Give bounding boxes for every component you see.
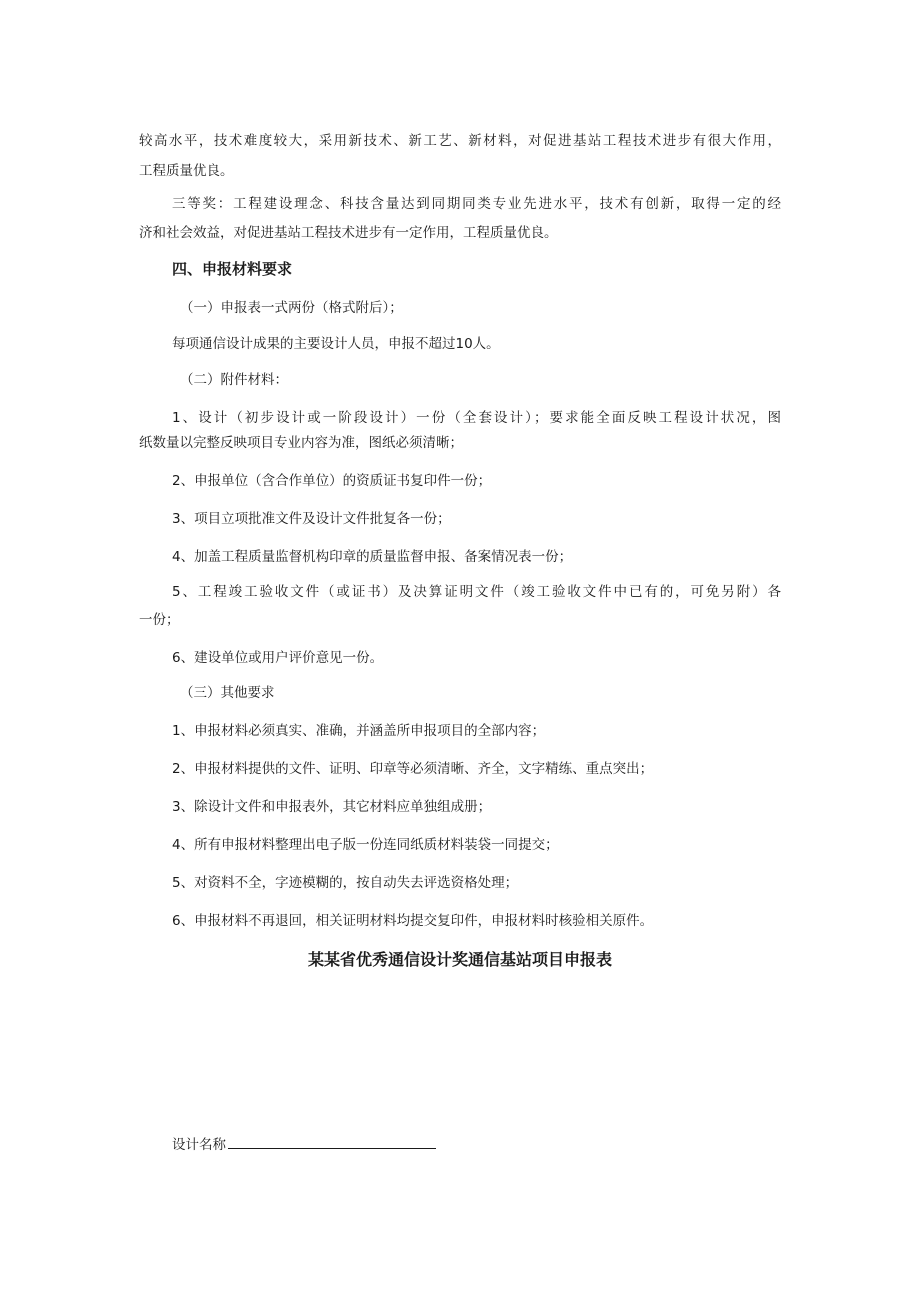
criteria-line: 工程质量优良。 bbox=[139, 163, 234, 179]
list-item: 4、所有申报材料整理出电子版一份连同纸质材料装袋一同提交； bbox=[172, 837, 559, 853]
design-name-label: 设计名称 bbox=[172, 1137, 226, 1153]
list-item: 纸数量以完整反映项目专业内容为准，图纸必须清晰； bbox=[139, 435, 463, 451]
list-item: 5、对资料不全，字迹模糊的，按自动失去评选资格处理； bbox=[172, 875, 519, 891]
subsection-title: （三）其他要求 bbox=[180, 685, 275, 701]
list-item: 2、申报单位（含合作单位）的资质证书复印件一份； bbox=[172, 473, 492, 489]
list-item: 6、建设单位或用户评价意见一份。 bbox=[172, 650, 384, 666]
form-title: 某某省优秀通信设计奖通信基站项目申报表 bbox=[307, 950, 612, 969]
list-item: 1、设计（初步设计或一阶段设计）一份（全套设计）；要求能全面反映工程设计状况，图 bbox=[172, 410, 781, 426]
list-item: 一份； bbox=[139, 612, 180, 628]
subsection-title: （一）申报表一式两份（格式附后）； bbox=[180, 300, 403, 316]
criteria-line: 较高水平，技术难度较大，采用新技术、新工艺、新材料，对促进基站工程技术进步有很大作用， bbox=[139, 133, 781, 149]
paragraph: 每项通信设计成果的主要设计人员，申报不超过10人。 bbox=[172, 336, 500, 352]
design-name-field bbox=[172, 1134, 436, 1154]
subsection-title: （二）附件材料： bbox=[180, 372, 288, 388]
list-item: 3、除设计文件和申报表外，其它材料应单独组成册； bbox=[172, 799, 492, 815]
section-heading: 四、申报材料要求 bbox=[172, 260, 293, 278]
list-item: 6、申报材料不再退回，相关证明材料均提交复印件，申报材料时核验相关原件。 bbox=[172, 913, 654, 929]
list-item: 2、申报材料提供的文件、证明、印章等必须清晰、齐全，文字精练、重点突出； bbox=[172, 761, 654, 777]
design-name-blank bbox=[228, 1134, 436, 1149]
list-item: 3、项目立项批准文件及设计文件批复各一份； bbox=[172, 511, 451, 527]
list-item: 5、工程竣工验收文件（或证书）及决算证明文件（竣工验收文件中已有的，可免另附）各 bbox=[172, 584, 781, 600]
third-prize-line: 三等奖：工程建设理念、科技含量达到同期同类专业先进水平，技术有创新，取得一定的经 bbox=[172, 196, 781, 212]
third-prize-line: 济和社会效益，对促进基站工程技术进步有一定作用，工程质量优良。 bbox=[139, 225, 558, 241]
list-item: 1、申报材料必须真实、准确，并涵盖所申报项目的全部内容； bbox=[172, 723, 546, 739]
list-item: 4、加盖工程质量监督机构印章的质量监督申报、备案情况表一份； bbox=[172, 549, 573, 565]
